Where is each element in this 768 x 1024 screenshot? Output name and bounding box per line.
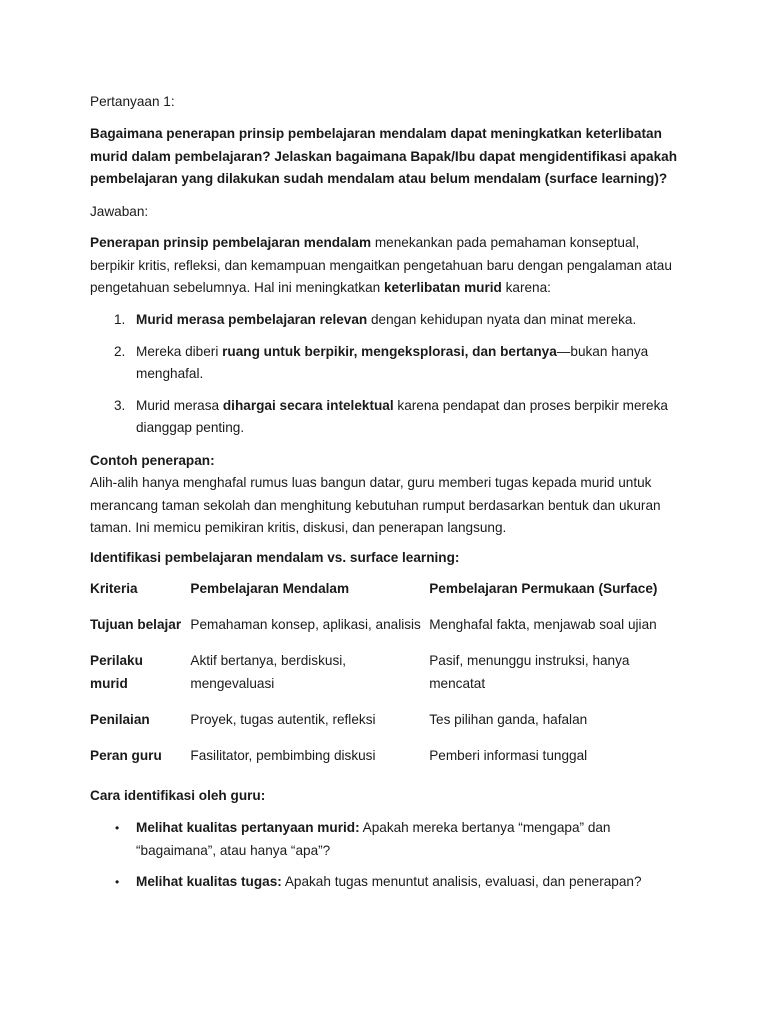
table-cell: Penilaian — [90, 712, 150, 727]
identify-text: Apakah tugas menuntut analisis, evaluasi, dan penerapan? — [281, 874, 642, 889]
comparison-table — [90, 578, 680, 781]
reason-post: karena pendapat dan proses berpikir mereka dianggap penting. — [136, 397, 668, 435]
intro-bold-2: keterlibatan murid — [383, 280, 502, 295]
identify-list — [90, 817, 685, 894]
intro-bold-1: Penerapan prinsip pembelajaran mendalam — [90, 235, 372, 250]
table-row — [90, 614, 680, 650]
reason-post: dengan kehidupan nyata dan minat mereka. — [367, 312, 637, 327]
intro-paragraph — [90, 232, 685, 300]
question-text: Bagaimana penerapan prinsip pembelajaran mendalam dapat meningkatkan keterlibatan murid dalam pembelajaran? Jelaskan bagaimana Bapak/Ibu dapat mengidentifikasi apakah pembelajaran yang dilakukan sudah mendalam atau belum mendalam (surface learning)? — [90, 126, 677, 186]
reason-bold: Murid merasa pembelajaran relevan — [136, 312, 368, 327]
table-cell: Tujuan belajar — [90, 617, 182, 632]
reason-bold: dihargai secara intelektual — [222, 397, 394, 413]
bullet-icon: • — [115, 821, 120, 835]
table-cell: Peran guru — [90, 748, 162, 763]
identify-bold: Melihat kualitas pertanyaan murid: — [136, 820, 360, 835]
table-cell: Pasif, menunggu instruksi, hanya mencatat — [429, 653, 630, 691]
list-number: 2. — [114, 343, 126, 359]
identify-heading: Cara identifikasi oleh guru: — [90, 788, 266, 803]
table-cell: Perilaku murid — [90, 653, 143, 691]
table-cell: Proyek, tugas autentik, refleksi — [190, 712, 376, 727]
reason-pre: Murid merasa — [136, 397, 223, 413]
intro-text-1: menekankan pada pemahaman konseptual, berpikir kritis, refleksi, dan kemampuan mengaitkan pengetahuan baru dengan pengalaman atau pengetahuan sebelumnya. Hal ini meningkatkan — [90, 235, 672, 295]
bullet-icon: • — [115, 875, 120, 889]
table-cell: Pemberi informasi tunggal — [429, 748, 588, 763]
table-cell: Fasilitator, pembimbing diskusi — [190, 748, 376, 763]
reason-bold: ruang untuk berpikir, mengeksplorasi, dan bertanya — [222, 343, 557, 359]
example-heading: Contoh penerapan: — [90, 453, 215, 468]
table-row — [90, 745, 680, 781]
header-cell: Kriteria — [90, 581, 138, 596]
table-header-row — [90, 578, 680, 614]
reason-post: —bukan hanya menghafal. — [136, 343, 649, 381]
table-cell: Aktif bertanya, berdiskusi, mengevaluasi — [190, 653, 347, 691]
list-number: 1. — [114, 312, 126, 327]
identify-bold: Melihat kualitas tugas: — [136, 874, 282, 889]
identify-text: Apakah mereka bertanya “mengapa” dan “bagaimana”, atau hanya “apa”? — [136, 820, 611, 858]
table-cell: Pemahaman konsep, aplikasi, analisis — [190, 617, 421, 632]
list-item — [90, 309, 685, 332]
list-item — [90, 817, 685, 862]
table-row — [90, 650, 680, 709]
list-item — [90, 395, 685, 440]
header-cell: Pembelajaran Permukaan (Surface) — [429, 581, 658, 596]
list-item — [90, 871, 685, 894]
header-cell: Pembelajaran Mendalam — [190, 581, 350, 596]
list-item — [90, 341, 685, 386]
intro-text-2: karena: — [501, 280, 551, 295]
example-text: Alih-alih hanya menghafal rumus luas bangun datar, guru memberi tugas kepada murid untuk merancang taman sekolah dan menghitung kebutuhan rumput berdasarkan bentuk dan ukuran taman. Ini memicu pemikiran kritis, diskusi, dan penerapan langsung. — [90, 475, 661, 535]
table-cell: Tes pilihan ganda, hafalan — [429, 712, 588, 727]
table-heading: Identifikasi pembelajaran mendalam vs. surface learning: — [90, 550, 460, 565]
list-number: 3. — [114, 397, 126, 413]
table-row — [90, 709, 680, 745]
answer-label: Jawaban: — [90, 204, 149, 219]
reason-pre: Mereka diberi — [136, 343, 223, 359]
question-label: Pertanyaan 1: — [90, 94, 175, 109]
reasons-list — [90, 309, 685, 440]
table-cell: Menghafal fakta, menjawab soal ujian — [429, 617, 657, 632]
